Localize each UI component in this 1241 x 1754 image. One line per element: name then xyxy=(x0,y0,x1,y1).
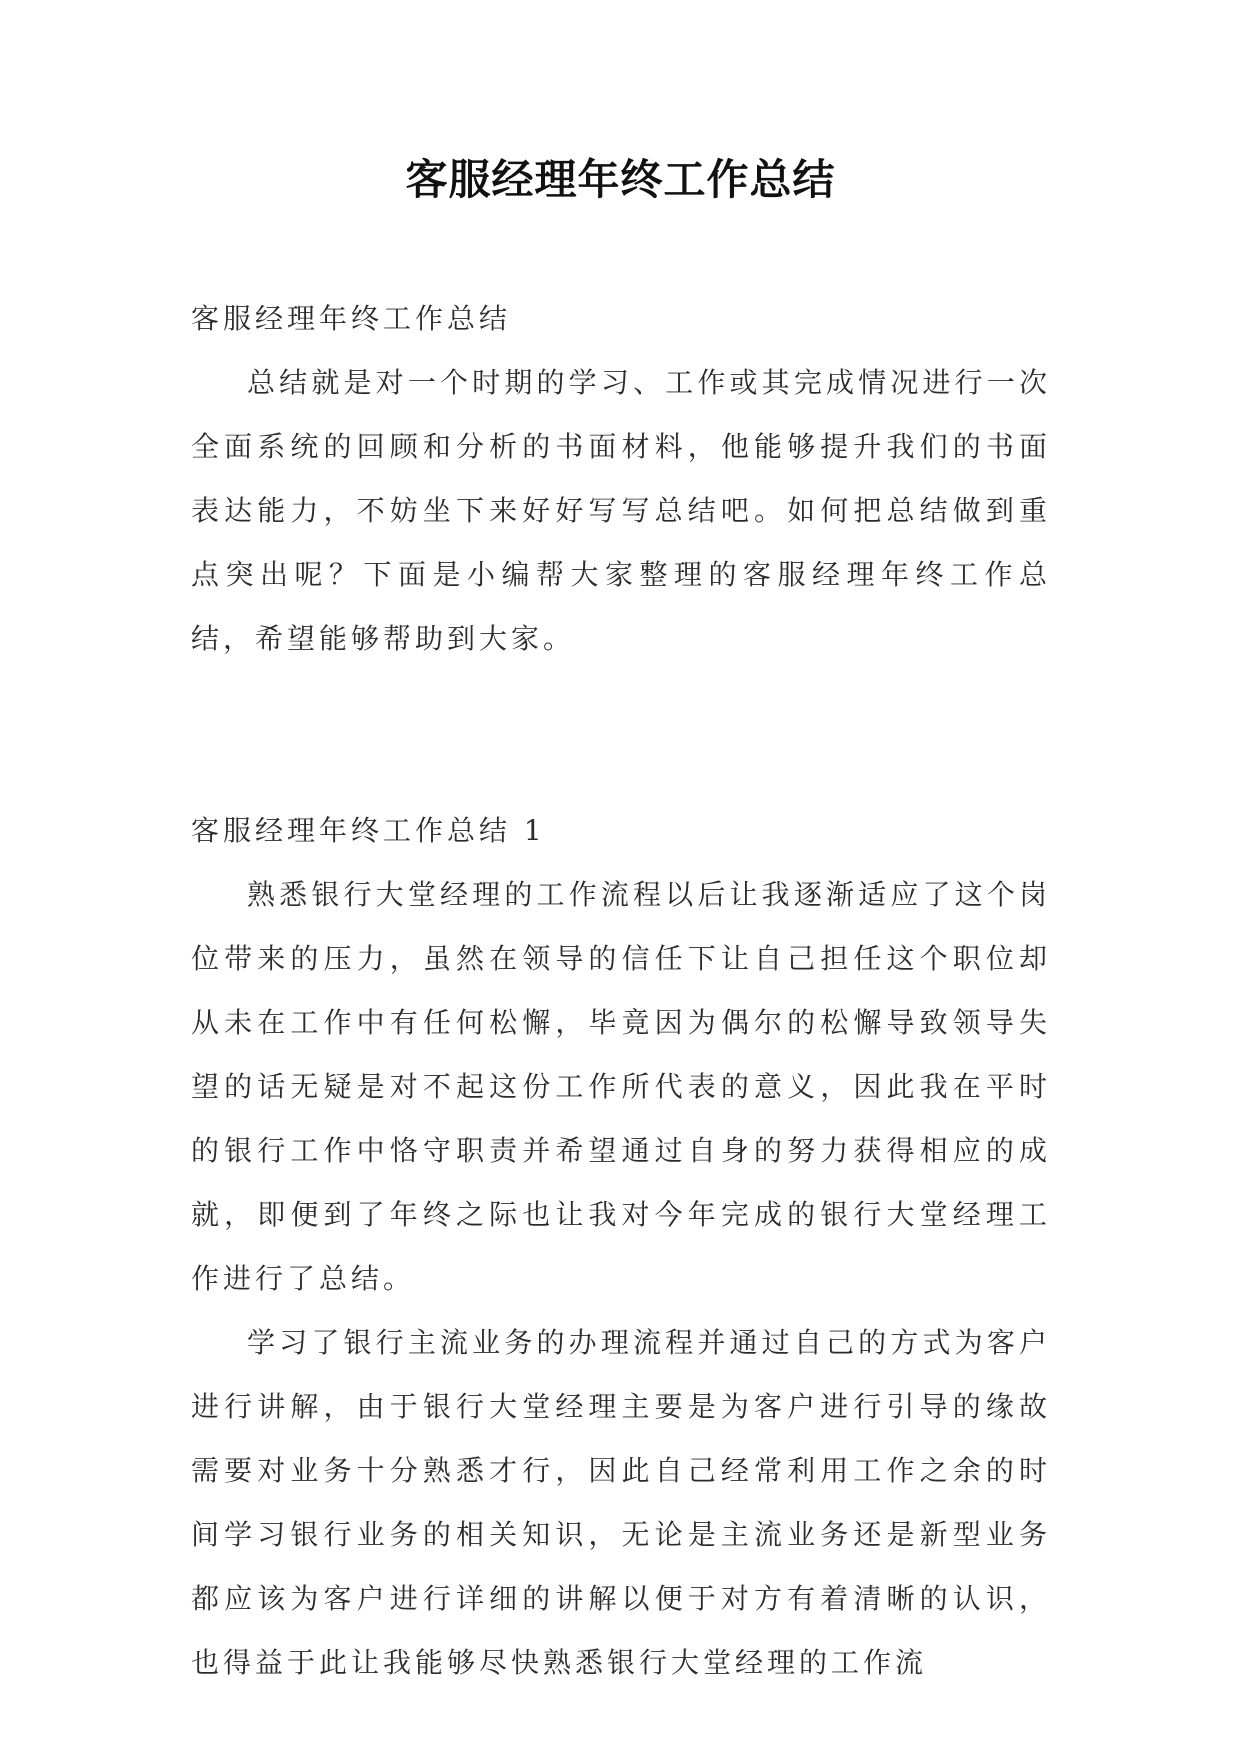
section-1-heading: 客服经理年终工作总结 1 xyxy=(191,814,546,847)
intro-paragraph: 总结就是对一个时期的学习、工作或其完成情况进行一次全面系统的回顾和分析的书面材料，他能够提升我们的书面表达能力，不妨坐下来好好写写总结吧。如何把总结做到重点突出呢？下面是小编帮大家整理的客服经理年终工作总结，希望能够帮助到大家。 xyxy=(191,366,1051,655)
document-body xyxy=(191,287,1051,1695)
document-title: 客服经理年终工作总结 xyxy=(405,155,836,204)
section-1-paragraph-1: 熟悉银行大堂经理的工作流程以后让我逐渐适应了这个岗位带来的压力，虽然在领导的信任下让自己担任这个职位却从未在工作中有任何松懈，毕竟因为偶尔的松懈导致领导失望的话无疑是对不起这份工作所代表的意义，因此我在平时的银行工作中恪守职责并希望通过自身的努力获得相应的成就，即便到了年终之际也让我对今年完成的银行大堂经理工作进行了总结。 xyxy=(191,878,1051,1295)
section-1-paragraph-2: 学习了银行主流业务的办理流程并通过自己的方式为客户进行讲解，由于银行大堂经理主要是为客户进行引导的缘故需要对业务十分熟悉才行，因此自己经常利用工作之余的时间学习银行业务的相关知识，无论是主流业务还是新型业务都应该为客户进行详细的讲解以便于对方有着清晰的认识，也得益于此让我能够尽快熟悉银行大堂经理的工作流 xyxy=(191,1326,1051,1679)
intro-heading: 客服经理年终工作总结 xyxy=(191,302,512,335)
section-spacer xyxy=(191,671,1051,799)
